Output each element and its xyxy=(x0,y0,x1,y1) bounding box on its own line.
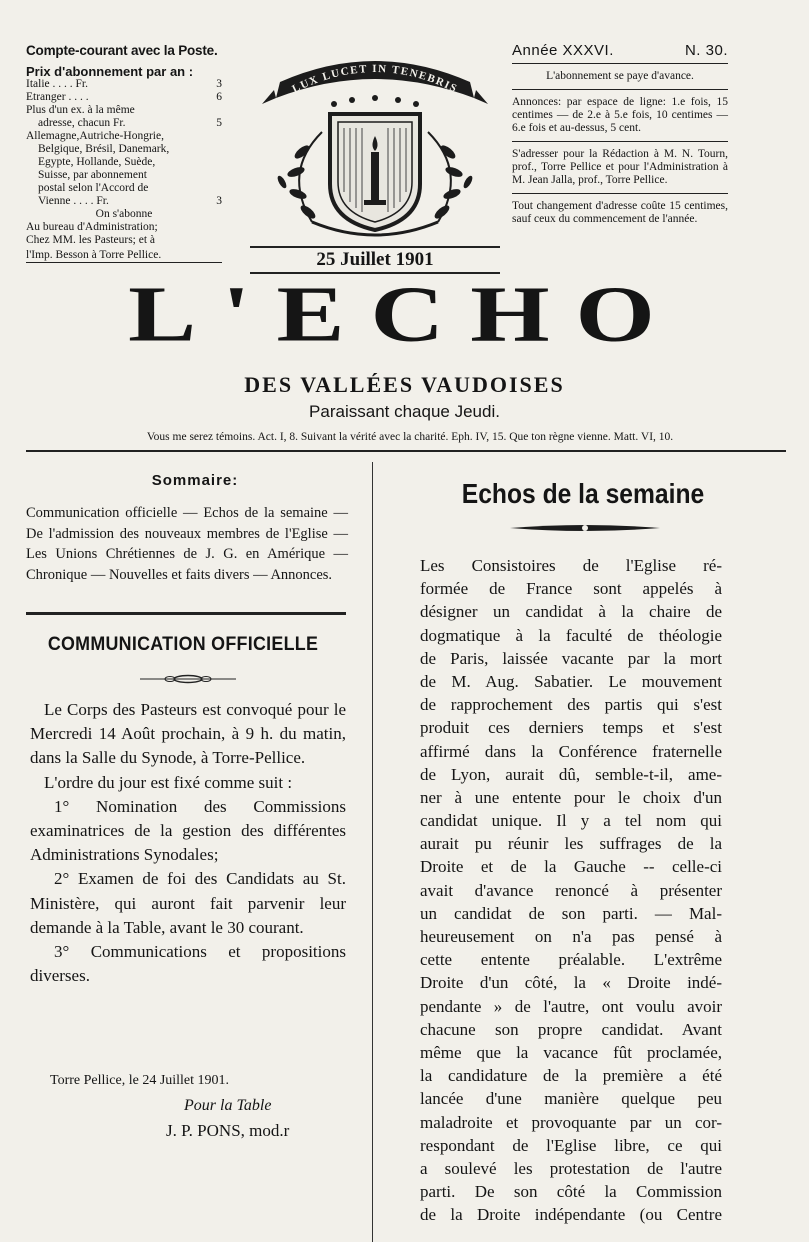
article-line: ner à une entente pour le choix d'un xyxy=(420,787,722,807)
on-sabonne: On s'abonne xyxy=(95,208,153,220)
article-line: dogmatique à la faculté de théologie xyxy=(420,625,722,645)
article-line: maladroite et provoquante par un cor- xyxy=(420,1112,722,1132)
article-line: chacune son propre candidat. Avant xyxy=(420,1019,722,1039)
scripture-mottos: Vous me serez témoins. Act. I, 8. Suivant la vérité avec la charité. Eph. IV, 15. Que ton règne vienne. Matt. VI, 10. xyxy=(146,431,674,443)
ornament-divider-icon xyxy=(510,522,660,534)
article-line: aurait pu réunir les suffrages de la xyxy=(420,834,722,854)
price-title: Prix d'abonnement par an : xyxy=(26,64,194,79)
candlestick xyxy=(364,200,386,205)
divider xyxy=(512,193,728,194)
emblem-motto: LUX LUCET IN TENEBRIS xyxy=(290,62,460,96)
article-line: heureusement on n'a pas pensé à xyxy=(420,927,722,946)
signature-date: Torre Pellice, le 24 Juillet 1901. xyxy=(50,1073,230,1088)
price-row-vienne xyxy=(26,195,222,208)
price-row-value: 3 xyxy=(216,195,222,207)
article-line: pendante » de l'autre, ont voulu avoir xyxy=(420,996,722,1016)
article-line: lancée d'une manière quelque peu xyxy=(420,1089,722,1109)
article-line: même que la vacance fût proclamée, xyxy=(420,1042,722,1062)
stars xyxy=(331,95,419,107)
signature-role: Pour la Table xyxy=(184,1097,272,1114)
article-line: Les Consistoires de l'Eglise ré- xyxy=(420,556,722,575)
issue-date: 25 Juillet 1901 xyxy=(250,246,500,274)
article-line: a soulevé les protestation de l'autre xyxy=(420,1158,722,1178)
article-line: respondant de l'Eglise libre, ce qui xyxy=(420,1135,722,1155)
agenda-item: 2° Examen de foi des Candidats au St. Ministère, qui auront fait parvenir leur demande à la Table, avant le 30 courant. xyxy=(30,869,346,937)
subscription-info xyxy=(26,44,222,263)
price-row-label: adresse, chacun Fr. xyxy=(38,117,126,129)
article-line: candidat unique. Il y a tel nom qui xyxy=(420,811,722,831)
prepay-note: L'abonnement se paye d'avance. xyxy=(546,70,694,82)
price-row-label: Etranger . . . . xyxy=(26,91,89,103)
price-row-label: Vienne . . . . Fr. xyxy=(38,195,109,207)
article-line: de M. Aug. Sabatier. Le mouvement xyxy=(420,671,722,691)
country-line: Allemagne,Autriche-Hongrie, xyxy=(26,130,164,142)
compte-courant-header: Compte-courant avec la Poste. xyxy=(26,43,218,58)
communication-heading: COMMUNICATION OFFICIELLE xyxy=(47,634,319,655)
echos-article xyxy=(420,554,722,1226)
contact-address: S'adresser pour la Rédaction à M. N. Tourn, prof., Torre Pellice et pour l'Administration à M. Jean Jalla, prof., Torre Pellice. xyxy=(512,148,728,186)
price-row-etranger xyxy=(26,91,222,104)
sommaire-heading: Sommaire: xyxy=(151,472,239,489)
divider xyxy=(512,141,728,142)
waldensian-emblem xyxy=(252,52,498,242)
echos-heading: Echos de la semaine xyxy=(461,478,705,509)
article-line: avait d'avance renoncé à présenter xyxy=(420,880,722,900)
article-line: de la Droite indépendante (ou Centre xyxy=(420,1205,722,1225)
price-row-value: 3 xyxy=(216,78,222,90)
price-row-value: 6 xyxy=(216,91,222,103)
section-rule xyxy=(26,612,346,615)
article-line: Droite d'un côté, la « Droite indé- xyxy=(420,973,722,993)
communication-body xyxy=(30,698,346,988)
issue-header xyxy=(512,44,728,57)
newspaper-title: L'ECHO xyxy=(128,270,681,359)
address-change-note: Tout changement d'adresse coûte 15 centimes, sauf ceux du commencement de l'année. xyxy=(512,200,728,225)
agenda-item: 1° Nomination des Commissions examinatrices de la gestion des différentes Administrations Synodales; xyxy=(30,796,346,865)
signature-name: J. P. PONS, mod.r xyxy=(166,1121,290,1140)
annee-label: Année XXXVI. xyxy=(512,42,614,59)
plus-line-price xyxy=(26,117,222,130)
article-line: parti. De son côté la Commission xyxy=(420,1182,722,1202)
article-line: de rapprochement des partis qui s'est xyxy=(420,695,722,715)
price-row-italie xyxy=(26,78,222,91)
issue-info xyxy=(512,44,728,232)
header-rule xyxy=(26,450,786,452)
paragraph: Le Corps des Pasteurs est convoqué pour le Mercredi 14 Août prochain, à 9 h. du matin, dans la Salle du Synode, à Torre-Pellice. xyxy=(30,700,346,768)
article-line: la candidature de la première a été xyxy=(420,1066,722,1086)
price-row-label: Italie . . . . Fr. xyxy=(26,78,88,90)
divider xyxy=(512,89,728,90)
bureau-line: Au bureau d'Administration; xyxy=(26,221,158,233)
annonces-rates: Annonces: par espace de ligne: 1.e fois, 15 centimes — de 2.e à 5.e fois, 10 centimes — 6.e fois et au-dessus, 5 cent. xyxy=(512,96,728,134)
country-line: Egypte, Hollande, Suède, xyxy=(38,156,156,168)
article-line: désigner un candidat à la chaire de xyxy=(420,602,722,622)
article-line: un candidat de son parti. — Mal- xyxy=(420,903,722,923)
plus-line: Plus d'un ex. à la même xyxy=(26,104,135,116)
newspaper-subtitle: DES VALLÉES VAUDOISES xyxy=(244,372,565,397)
issue-number: N. 30. xyxy=(684,42,728,59)
article-line: formée de France sont appelés à xyxy=(420,579,722,599)
country-line: Belgique, Brésil, Danemark, xyxy=(38,143,170,155)
candle xyxy=(371,152,379,200)
article-line: de Lyon, aurait dû, semble-t-il, ame- xyxy=(420,764,722,784)
divider xyxy=(512,63,728,64)
article-line: Droite et de la Gauche -- celle-ci xyxy=(420,857,722,877)
ornament-divider-icon xyxy=(140,674,236,684)
bureau-line: Chez MM. les Pasteurs; et à xyxy=(26,234,156,246)
agenda-item: 3° Communications et propositions diverses. xyxy=(30,942,346,986)
bureau-line: l'Imp. Besson à Torre Pellice. xyxy=(26,249,222,263)
article-line: de Paris, laissée vacante par la mort xyxy=(420,648,722,668)
paragraph: L'ordre du jour est fixé comme suit : xyxy=(44,772,293,792)
article-line: produit ces derniers temps et s'est xyxy=(420,718,722,738)
country-line: postal selon l'Accord de xyxy=(38,182,149,194)
country-line: Suisse, par abonnement xyxy=(38,169,147,181)
sommaire-text: Communication officielle — Echos de la semaine — De l'admission des nouveaux membres de l'Eglise — Les Unions Chrétiennes de J. G. en Amérique — Chronique — Nouvelles et faits divers — Annonces. xyxy=(26,505,348,583)
publication-frequency: Paraissant chaque Jeudi. xyxy=(309,402,500,421)
article-line: affirmé dans la Conférence fraternelle xyxy=(420,741,722,761)
price-row-value: 5 xyxy=(216,117,222,129)
article-line: cette entente préalable. L'extrême xyxy=(420,950,722,970)
column-divider xyxy=(372,462,373,1242)
